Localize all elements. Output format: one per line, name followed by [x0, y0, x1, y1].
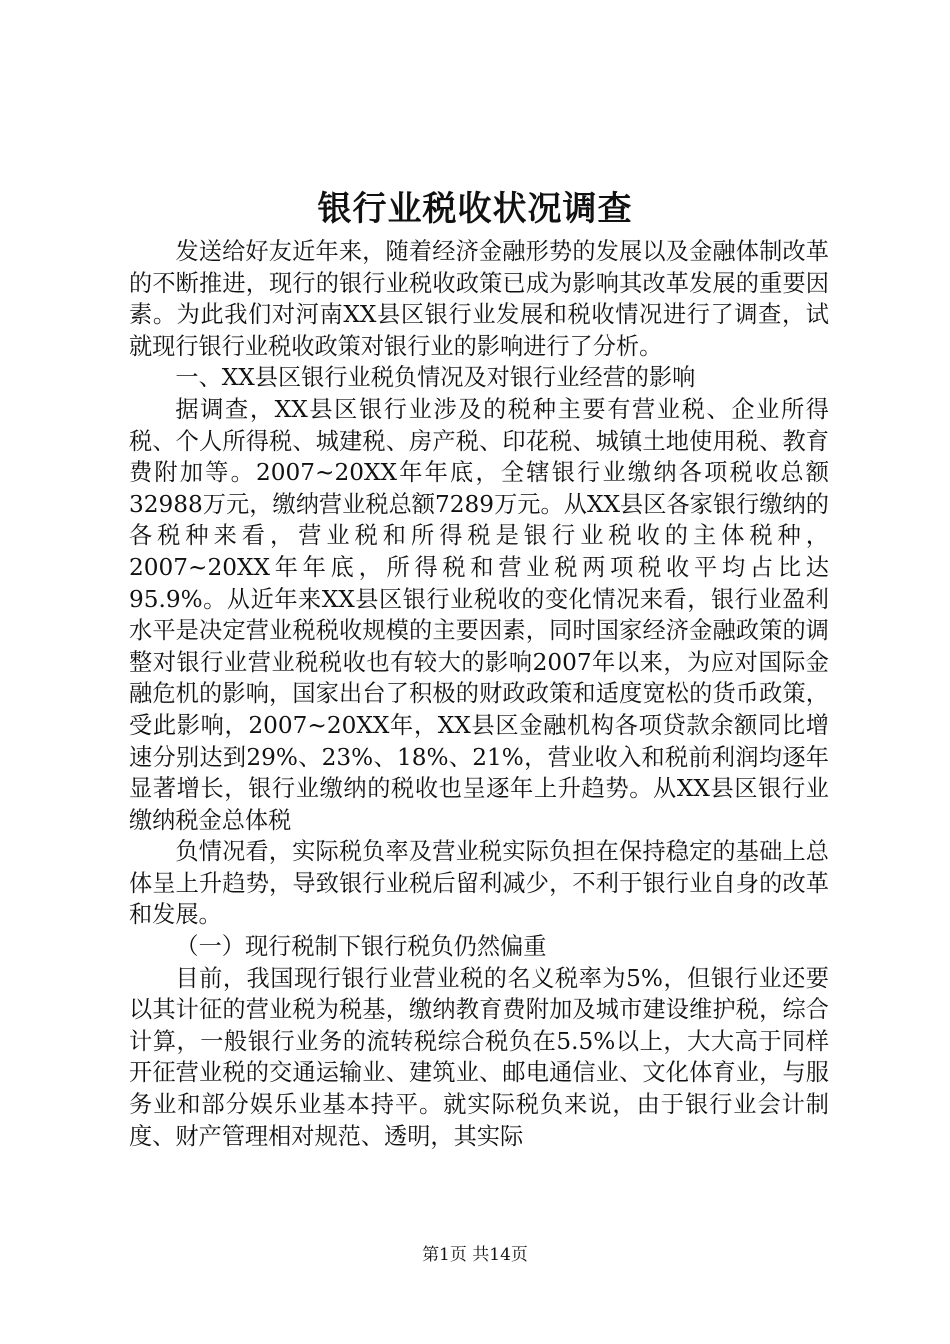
subsection-heading-1: （一）现行税制下银行税负仍然偏重: [175, 933, 547, 961]
document-title: 银行业税收状况调查: [317, 189, 633, 229]
page-footer: 第1页 共14页: [422, 1245, 528, 1265]
section-heading-1: 一、XX县区银行业税负情况及对银行业经营的影响: [175, 364, 696, 392]
paragraph-tax-burden: 负情况看，实际税负率及营业税实际负担在保持稳定的基础上总体呈上升趋势，导致银行业税后留利减少，不利于银行业自身的改革和发展。: [129, 838, 829, 929]
paragraph-intro: 发送给好友近年来，随着经济金融形势的发展以及金融体制改革的不断推进，现行的银行业税收政策已成为影响其改革发展的重要因素。为此我们对河南XX县区银行业发展和税收情况进行了调查，试就现行银行业税收政策对银行业的影响进行了分析。: [129, 238, 829, 360]
paragraph-current-rate: 目前，我国现行银行业营业税的名义税率为5%，但银行业还要以其计征的营业税为税基，缴纳教育费附加及城市建设维护税，综合计算，一般银行业务的流转税综合税负在5.5%以上，大大高于同样开征营业税的交通运输业、建筑业、邮电通信业、文化体育业，与服务业和部分娱乐业基本持平。就实际税负来说，由于银行业会计制度、财产管理相对规范、透明，其实际: [129, 964, 829, 1150]
paragraph-survey: 据调查，XX县区银行业涉及的税种主要有营业税、企业所得税、个人所得税、城建税、房产税、印花税、城镇土地使用税、教育费附加等。2007~20XX年年底，全辖银行业缴纳各项税收总额32988万元，缴纳营业税总额7289万元。从XX县区各家银行缴纳的各税种来看，营业税和所得税是银行业税收的主体税种，2007~20XX年年底，所得税和营业税两项税收平均占比达95.9%。从近年来XX县区银行业税收的变化情况来看，银行业盈利水平是决定营业税税收规模的主要因素，同时国家经济金融政策的调整对银行业营业税税收也有较大的影响2007年以来，为应对国际金融危机的影响，国家出台了积极的财政政策和适度宽松的货币政策，受此影响，2007~20XX年，XX县区金融机构各项贷款余额同比增速分别达到29%、23%、18%、21%，营业收入和税前利润均逐年显著增长，银行业缴纳的税收也呈逐年上升趋势。从XX县区银行业缴纳税金总体税: [129, 395, 829, 834]
document-body: [129, 236, 829, 1152]
